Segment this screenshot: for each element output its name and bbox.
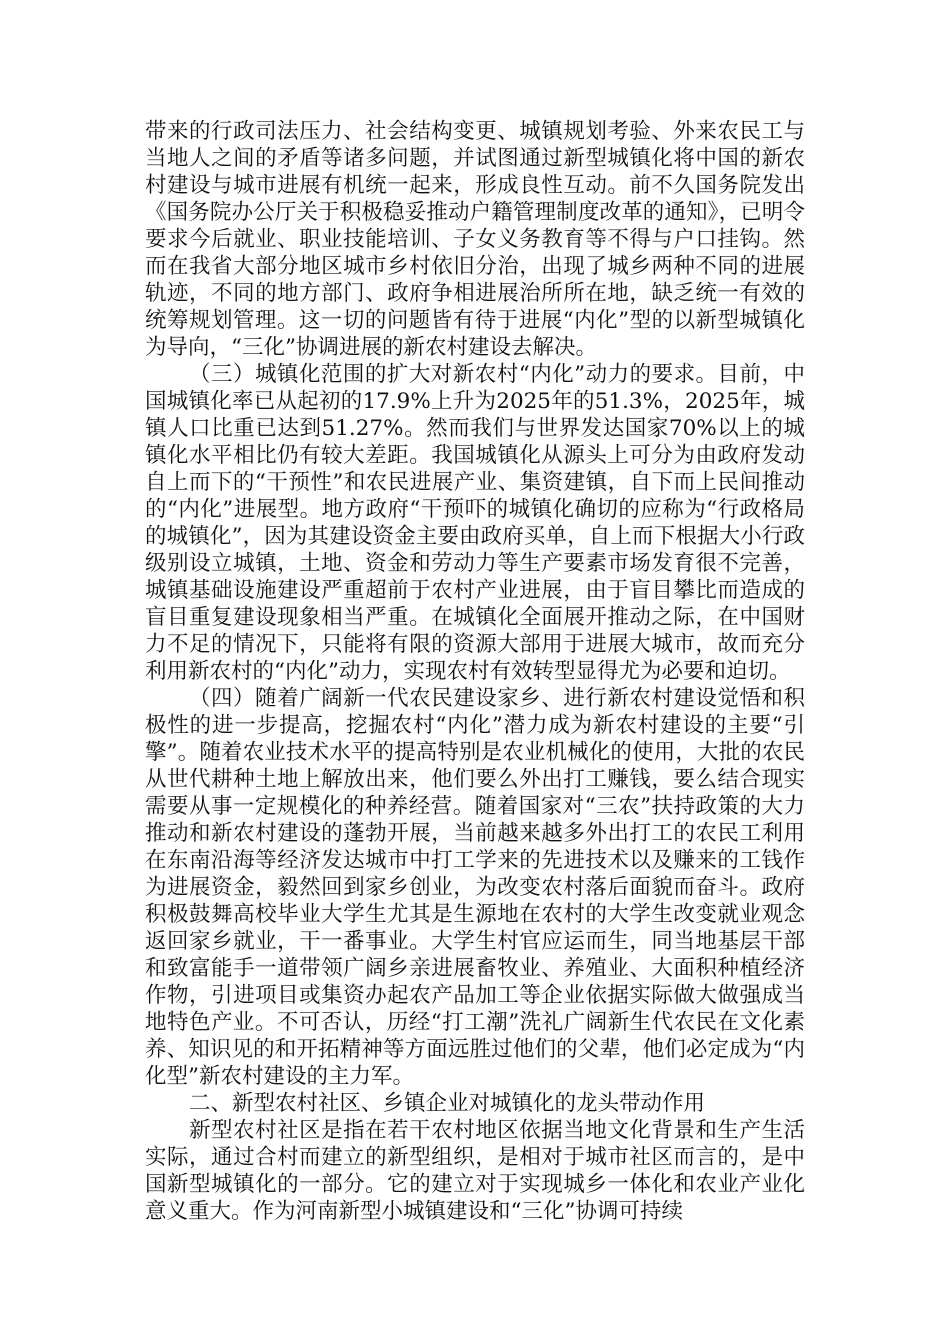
paragraph-section-4: （四）随着广阔新一代农民建设家乡、进行新农村建设觉悟和积极性的进一步提高，挖掘农村“内化”潜力成为新农村建设的主要“引擎”。随着农业技术水平的提高特别是农业机械化的使用，大批的农民从世代耕种土地上解放出来，他们要么外出打工赚钱，要么结合现实需要从事一定规模化的种养经营。随着国家对“三农”扶持政策的大力推动和新农村建设的蓬勃开展，当前越来越多外出打工的农民工利用在东南沿海等经济发达城市中打工学来的先进技术以及赚来的工钱作为进展资金，毅然回到家乡创业，为改变农村落后面貌而奋斗。政府积极鼓舞高校毕业大学生尤其是生源地在农村的大学生改变就业观念返回家乡就业，干一番事业。大学生村官应运而生，同当地基层干部和致富能手一道带领广阔乡亲进展畜牧业、养殖业、大面积种植经济作物，引进项目或集资办起农产品加工等企业依据实际做大做强成当地特色产业。不可否认，历经“打工潮”洗礼广阔新生代农民在文化素养、知识见的和开拓精神等方面远胜过他们的父辈，他们必定成为“内化型”新农村建设的主力军。 <box>145 686 805 1089</box>
paragraph-continued: 带来的行政司法压力、社会结构变更、城镇规划考验、外来农民工与当地人之间的矛盾等诸多问题，并试图通过新型城镇化将中国的新农村建设与城市进展有机统一起来，形成良性互动。前不久国务院发出《国务院办公厅关于积极稳妥推动户籍管理制度改革的通知》，已明令要求今后就业、职业技能培训、子女义务教育等不得与户口挂钩。然而在我省大部分地区城市乡村依旧分治，出现了城乡两种不同的进展轨迹，不同的地方部门、政府争相进展治所所在地，缺乏统一有效的统筹规划管理。这一切的问题皆有待于进展“内化”型的以新型城镇化为导向，“三化”协调进展的新农村建设去解决。 <box>145 119 805 360</box>
paragraph-section-3: （三）城镇化范围的扩大对新农村“内化”动力的要求。目前，中国城镇化率已从起初的17.9%上升为2025年的51.3%，2025年，城镇人口比重已达到51.27%。然而我们与世界发达国家70%以上的城镇化水平相比仍有较大差距。我国城镇化从源头上可分为由政府发动自上而下的“干预性”和农民进展产业、集资建镇，自下而上民间推动的“内化”进展型。地方政府“干预吓的城镇化确切的应称为“行政格局的城镇化”，因为其建设资金主要由政府买单，自上而下根据大小行政级别设立城镇，土地、资金和劳动力等生产要素市场发育很不完善，城镇基础设施建设严重超前于农村产业进展，由于盲目攀比而造成的盲目重复建设现象相当严重。在城镇化全面展开推动之际，在中国财力不足的情况下，只能将有限的资源大部用于进展大城市，故而充分利用新农村的“内化”动力，实现农村有效转型显得尤为必要和迫切。 <box>145 362 805 684</box>
document-body <box>145 118 805 1225</box>
section-heading-2: 二、新型农村社区、乡镇企业对城镇化的龙头带动作用 <box>189 1091 706 1116</box>
paragraph-community: 新型农村社区是指在若干农村地区依据当地文化背景和生产生活实际，通过合村而建立的新型组织，是相对于城市社区而言的，是中国新型城镇化的一部分。它的建立对于实现城乡一体化和农业产业化意义重大。作为河南新型小城镇建设和“三化”协调可持续 <box>145 1118 805 1224</box>
